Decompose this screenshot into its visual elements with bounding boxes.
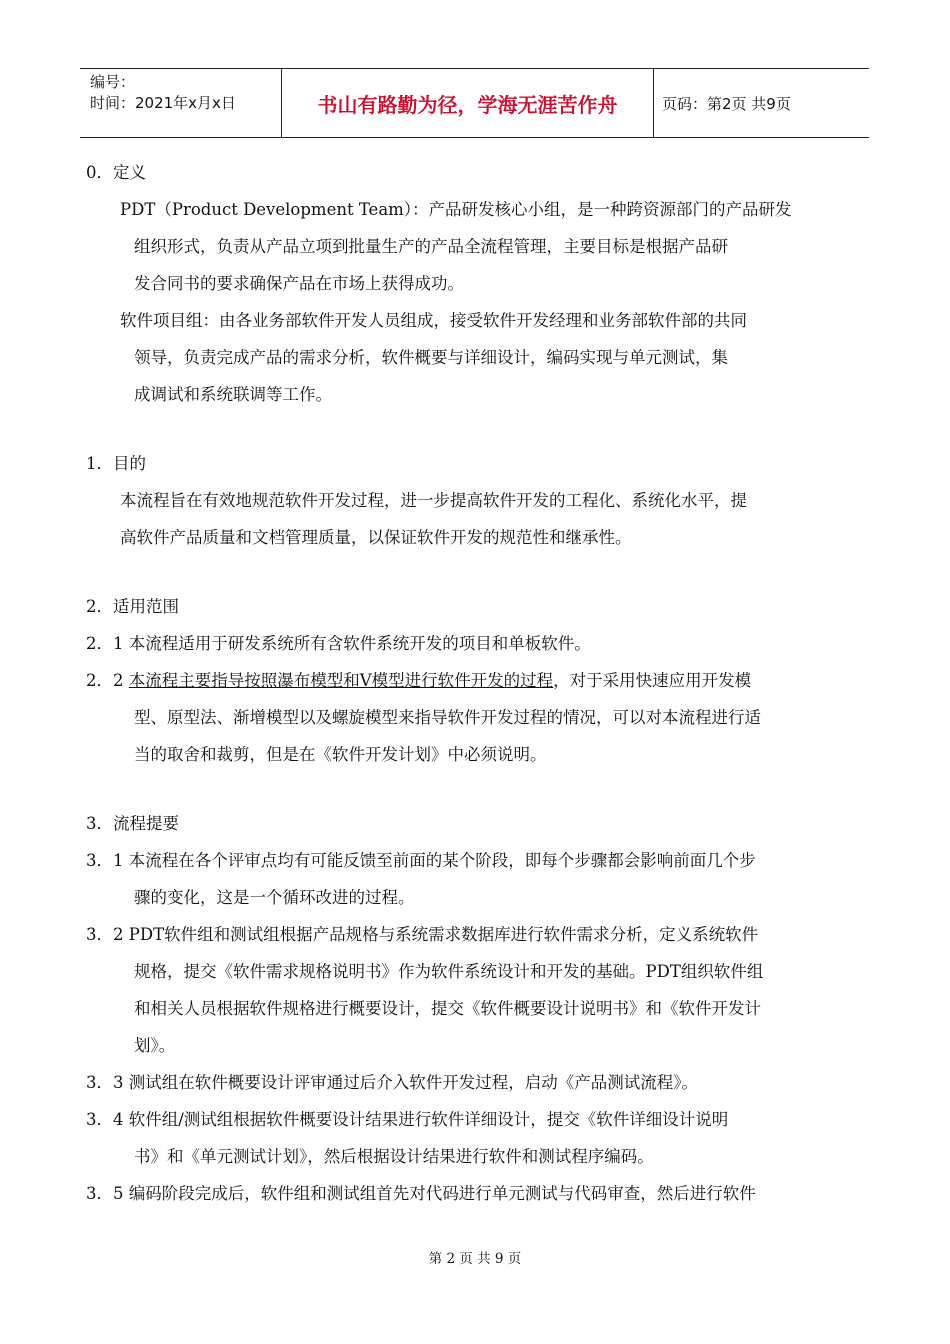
definition-pdt-line: 发合同书的要求确保产品在市场上获得成功。 [134, 274, 464, 293]
summary-item-3-2-cont: 规格，提交《软件需求规格说明书》作为软件系统设计和开发的基础。PDT组织软件组 [134, 962, 764, 981]
header-meta [80, 69, 282, 137]
summary-item-3-3: 3．3 测试组在软件概要设计评审通过后介入软件开发过程，启动《产品测试流程》。 [86, 1073, 698, 1092]
document-body [86, 154, 862, 1212]
summary-item-3-1: 3．1 本流程在各个评审点均有可能反馈至前面的某个阶段，即每个步骤都会影响前面几个步 [86, 851, 756, 870]
scope-item-2-1: 2．1 本流程适用于研发系统所有含软件系统开发的项目和单板软件。 [86, 634, 591, 653]
section-2-title: 2．适用范围 [86, 597, 179, 616]
scope-item-2-2-cont: 型、原型法、渐增模型以及螺旋模型来指导软件开发过程的情况，可以对本流程进行适 [134, 708, 761, 727]
scope-underlined-text: 本流程主要指导按照瀑布模型和V模型进行软件开发的过程 [128, 671, 554, 690]
page-footer: 第 2 页 共 9 页 [428, 1251, 522, 1267]
summary-item-3-5: 3．5 编码阶段完成后，软件组和测试组首先对代码进行单元测试与代码审查，然后进行软件 [86, 1184, 756, 1203]
definition-team-line: 软件项目组：由各业务部软件开发人员组成，接受软件开发经理和业务部软件部的共同 [120, 311, 747, 330]
purpose-line: 本流程旨在有效地规范软件开发过程，进一步提高软件开发的工程化、系统化水平，提 [120, 491, 747, 510]
scope-item-number: 2．2 [86, 671, 129, 690]
page-header [80, 68, 869, 138]
summary-item-3-1-cont: 骤的变化，这是一个循环改进的过程。 [134, 888, 415, 907]
definition-pdt-line: 组织形式，负责从产品立项到批量生产的产品全流程管理，主要目标是根据产品研 [134, 237, 728, 256]
number-label: 编号： [90, 73, 136, 91]
section-0-title: 0．定义 [86, 163, 146, 182]
scope-item-2-2-cont: 当的取舍和裁剪，但是在《软件开发计划》中必须说明。 [134, 745, 547, 764]
definition-team-line: 成调试和系统联调等工作。 [134, 385, 332, 404]
header-page-info: 页码：第2页 共9页 [662, 94, 791, 113]
header-motto: 书山有路勤为径，学海无涯苦作舟 [282, 69, 654, 137]
summary-item-3-4: 3．4 软件组/测试组根据软件概要设计结果进行软件详细设计，提交《软件详细设计说明 [86, 1110, 729, 1129]
purpose-line: 高软件产品质量和文档管理质量，以保证软件开发的规范性和继承性。 [120, 528, 632, 547]
section-3-title: 3．流程提要 [86, 814, 179, 833]
summary-item-3-4-cont: 书》和《单元测试计划》，然后根据设计结果进行软件和测试程序编码。 [134, 1147, 654, 1166]
time-label: 时间：2021年x月x日 [90, 94, 236, 112]
section-1-title: 1．目的 [86, 454, 146, 473]
summary-item-3-2-cont: 和相关人员根据软件规格进行概要设计，提交《软件概要设计说明书》和《软件开发计 [134, 999, 761, 1018]
scope-item-2-2 [86, 662, 862, 699]
summary-item-3-2: 3．2 PDT软件组和测试组根据产品规格与系统需求数据库进行软件需求分析，定义系统软件 [86, 925, 759, 944]
summary-item-3-2-cont: 划》。 [134, 1036, 176, 1055]
definition-team-line: 领导，负责完成产品的需求分析，软件概要与详细设计，编码实现与单元测试，集 [134, 348, 728, 367]
scope-item-text: ，对于采用快速应用开发模 [553, 671, 752, 690]
definition-pdt-line: PDT（Product Development Team）：产品研发核心小组，是一种跨资源部门的产品研发 [120, 200, 792, 219]
